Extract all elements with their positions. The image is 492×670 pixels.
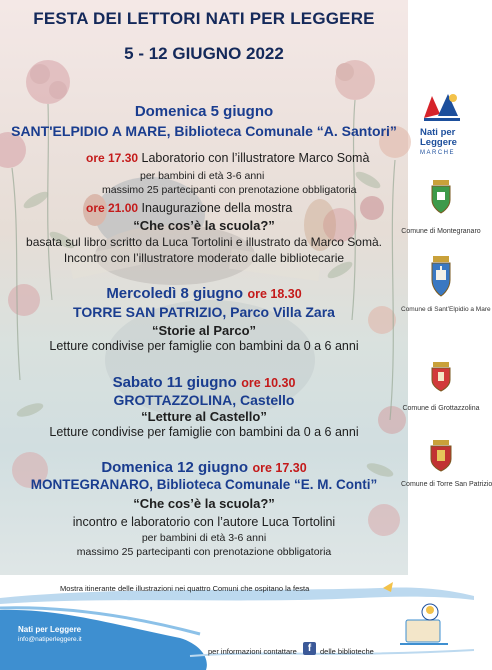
event-4-day: Domenica 12 giugno bbox=[101, 459, 249, 476]
footer-contact-text: per informazioni contattare bbox=[208, 647, 297, 656]
coat-of-arms-icon bbox=[430, 256, 452, 298]
event-4-title: “Che cos’è la scuola?” bbox=[133, 496, 275, 511]
event-1-text-2: Inaugurazione della mostra bbox=[141, 201, 293, 215]
event-1-text-1: Laboratorio con l’illustratore Marco Somà bbox=[141, 151, 370, 165]
event-1-exhibit-title: “Che cos’è la scuola?” bbox=[133, 218, 275, 233]
comune-1-label: Comune di Montegranaro bbox=[401, 228, 481, 235]
event-1-venue: SANT'ELPIDIO A MARE, Biblioteca Comunale “A. Santori” bbox=[11, 123, 397, 139]
event-4-age: per bambini di età 3-6 anni bbox=[141, 532, 267, 544]
event-dates: 5 - 12 GIUGNO 2022 bbox=[124, 44, 284, 63]
comune-2-label: Comune di Sant’Elpidio a Mare bbox=[401, 306, 491, 313]
event-2-heading bbox=[0, 285, 408, 303]
event-3-time: ore 10.30 bbox=[241, 376, 296, 390]
footer-brand: Nati per Leggere bbox=[18, 625, 82, 634]
event-1-age: per bambini di età 3-6 anni bbox=[140, 170, 265, 182]
comune-3-label: Comune di Grottazzolina bbox=[402, 405, 480, 412]
event-1-time-2: ore 21.00 bbox=[86, 201, 139, 215]
event-4-description: incontro e laboratorio con l’autore Luca Tortolini bbox=[72, 515, 336, 529]
footer-exhibit-note: Mostra itinerante delle illustrazioni nei quattro Comuni che ospitano la festa bbox=[60, 584, 310, 593]
footer-libraries-link[interactable]: delle biblioteche bbox=[320, 647, 374, 656]
event-3-description: Letture condivise per famiglie con bambini da 0 a 6 anni bbox=[49, 425, 359, 439]
event-2-time: ore 18.30 bbox=[247, 287, 302, 301]
event-1-time-1: ore 17.30 bbox=[86, 151, 139, 165]
npl-logo-region: MARCHE bbox=[420, 150, 456, 156]
page-title: FESTA DEI LETTORI NATI PER LEGGERE bbox=[33, 9, 375, 28]
event-4-limit: massimo 25 partecipanti con prenotazione obbligatoria bbox=[76, 546, 332, 558]
event-4-time: ore 17.30 bbox=[252, 461, 307, 475]
event-1-day: Domenica 5 giugno bbox=[134, 103, 274, 120]
event-1-item-2 bbox=[86, 201, 292, 215]
event-1-meeting: Incontro con l’illustratore moderato dalle bibliotecarie bbox=[63, 251, 345, 265]
event-3-day: Sabato 11 giugno bbox=[112, 374, 237, 391]
event-1-description: basata sul libro scritto da Luca Tortolini e illustrato da Marco Somà. bbox=[26, 235, 382, 249]
event-3-heading bbox=[0, 374, 408, 392]
coat-of-arms-icon bbox=[430, 180, 452, 214]
npl-logo-name: Nati per Leggere bbox=[420, 127, 457, 148]
event-1-limit: massimo 25 partecipanti con prenotazione obbligatoria bbox=[102, 184, 357, 196]
event-3-venue: GROTTAZZOLINA, Castello bbox=[113, 392, 295, 408]
event-2-day: Mercoledì 8 giugno bbox=[106, 285, 243, 302]
facebook-icon[interactable]: f bbox=[303, 642, 316, 655]
nati-per-leggere-logo-icon bbox=[420, 88, 464, 124]
event-2-description: Letture condivise per famiglie con bambini da 0 a 6 anni bbox=[49, 339, 359, 353]
coat-of-arms-icon bbox=[429, 440, 453, 472]
event-4-venue: MONTEGRANARO, Biblioteca Comunale “E. M. Conti” bbox=[30, 477, 378, 492]
event-4-heading bbox=[0, 459, 408, 477]
event-1-item-1 bbox=[86, 151, 369, 165]
event-3-title: “Letture al Castello” bbox=[141, 409, 267, 424]
event-2-venue: TORRE SAN PATRIZIO, Parco Villa Zara bbox=[73, 304, 335, 320]
footer-email-link[interactable]: info@natiperleggere.it bbox=[18, 636, 82, 643]
event-2-title: “Storie al Parco” bbox=[151, 323, 257, 338]
coat-of-arms-icon bbox=[430, 362, 452, 392]
comune-4-label: Comune di Torre San Patrizio bbox=[401, 481, 492, 488]
